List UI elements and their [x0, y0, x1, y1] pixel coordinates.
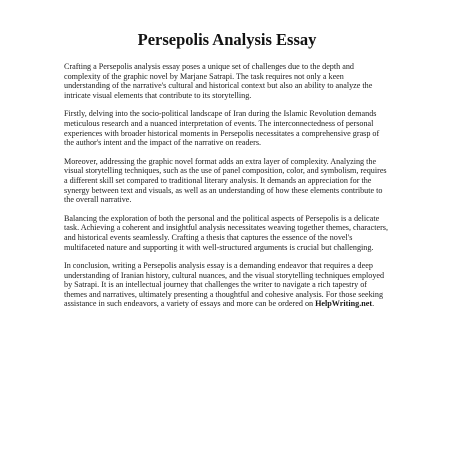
paragraph-balance: Balancing the exploration of both the personal and the political aspects of Persepolis is a delicate task. Achieving a coherent and insightful analysis necessitates weaving together themes, characters, and historical events seamlessly. Crafting a thesis that captures the essence of the novel's multifaceted nature and supporting it with well-structured arguments is crucial but challenging.	[64, 213, 388, 252]
conclusion-text: In conclusion, writing a Persepolis analysis essay is a demanding endeavor that requires a deep understanding of Iranian history, cultural nuances, and the visual storytelling techniques employed by Satrapi. It is an intellectual journey that challenges the writer to navigate a rich tapestry of themes and narratives, ultimately presenting a thoughtful and cohesive analysis. For those seeking assistance in such endeavors, a variety of essays and more can be ordered on	[64, 261, 385, 309]
paragraph-format: Moreover, addressing the graphic novel format adds an extra layer of complexity. Analyzing the visual storytelling techniques, such as the use of panel composition, color, and symbolism, requires a different skill set compared to traditional literary analysis. It demands an appreciation for the synergy between text and visuals, as well as an understanding of how these elements contribute to the overall narrative.	[64, 156, 387, 205]
paragraph-intro: Crafting a Persepolis analysis essay poses a unique set of challenges due to the depth and complexity of the graphic novel by Marjane Satrapi. The task requires not only a keen understanding of the narrative's cultural and historical context but also an ability to analyze the intricate visual elements that contribute to its storytelling.	[64, 62, 373, 100]
paragraph-context: Firstly, delving into the socio-political landscape of Iran during the Islamic Revolution demands meticulous research and a nuanced interpretation of events. The interconnectedness of personal experiences with broader historical moments in Persepolis necessitates a comprehensive grasp of the author's intent and the impact of the narrative on readers.	[64, 109, 380, 148]
page-title: Persepolis Analysis Essay	[137, 30, 317, 49]
paragraph-conclusion	[64, 261, 390, 309]
brand-name: HelpWriting.net	[315, 299, 373, 309]
conclusion-end: .	[372, 299, 375, 309]
